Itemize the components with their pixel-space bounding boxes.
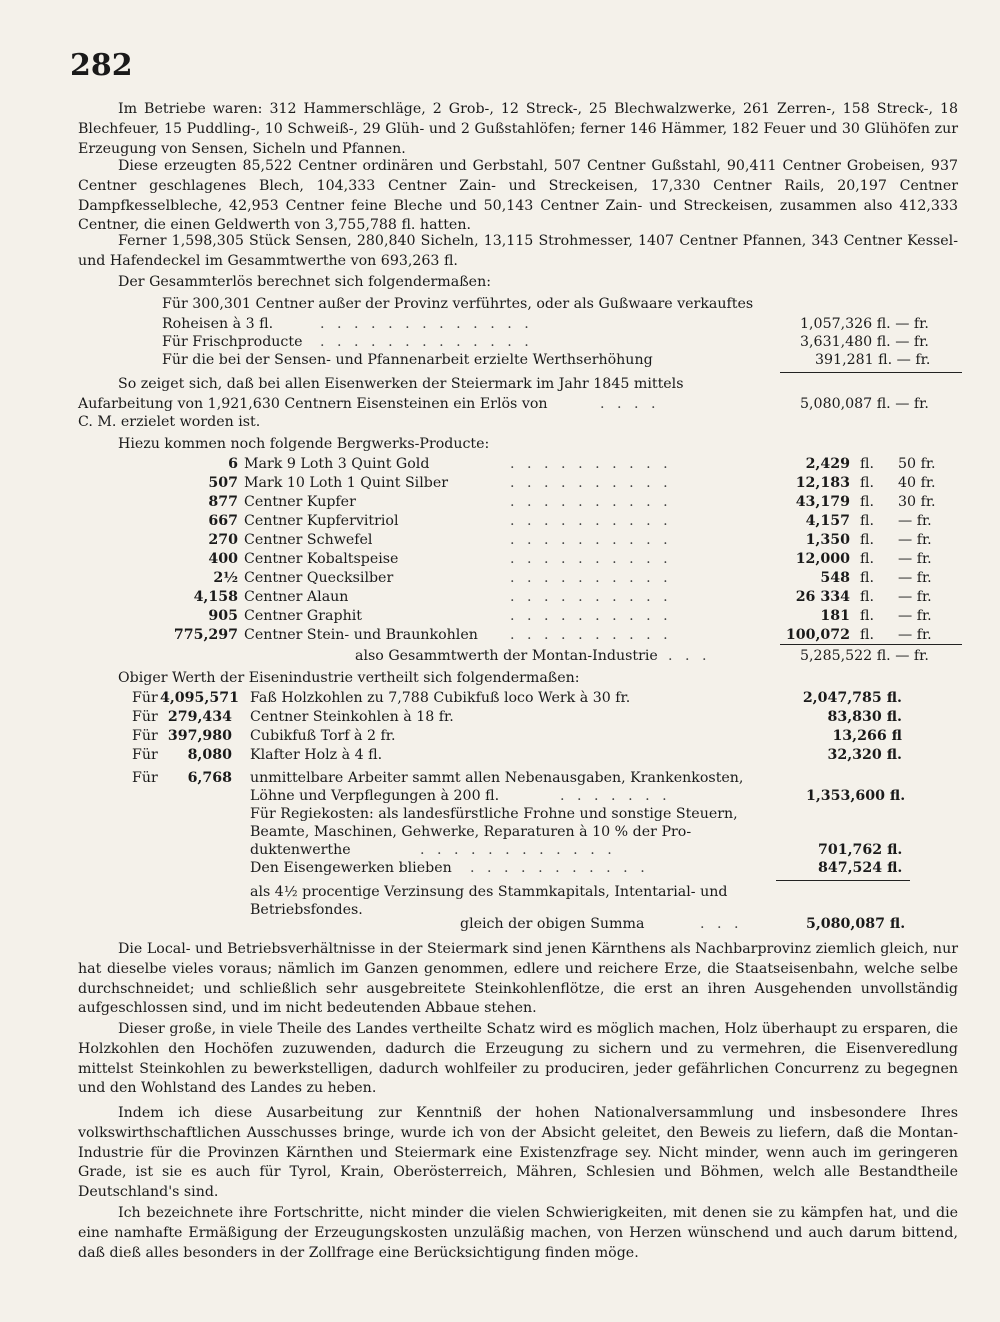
- dot-leader: . . . . . . . . . .: [510, 608, 672, 624]
- dot-leader: . . . . . . . . . . .: [470, 860, 649, 876]
- erloes-summary-2: Aufarbeitung von 1,921,630 Centnern Eisensteinen ein Erlös von: [78, 396, 548, 412]
- regie-line-3: duktenwerthe: [250, 842, 351, 858]
- table-row: [150, 570, 960, 590]
- quantity: 397,980: [167, 728, 232, 744]
- kreuzer: — fr.: [898, 551, 932, 567]
- kreuzer: — fr.: [898, 532, 932, 548]
- item-label: Klafter Holz à 4 fl.: [250, 747, 383, 763]
- dot-leader: . . .: [668, 648, 711, 664]
- quantity: 775,297: [173, 627, 238, 643]
- table-row: [150, 551, 960, 571]
- value: 32,320 fl.: [827, 747, 902, 763]
- dot-leader: . . .: [700, 916, 743, 932]
- quantity: 8,080: [187, 747, 232, 763]
- regie-line-2: Beamte, Maschinen, Gehwerke, Reparaturen à 10 % der Pro-: [250, 824, 692, 840]
- item-label: Cubikfuß Torf à 2 fr.: [250, 728, 396, 744]
- paragraph-erzeugung: Diese erzeugten 85,522 Centner ordinären und Gerbstahl, 507 Centner Gußstahl, 90,411 Centner Grobeisen, 937 Centner geschlagenes Blech, 104,333 Centner Zain- und Streckeisen, 17,330 Centner Rails, 20,197 Centner Dampfkesselbleche, 42,953 Centner feine Bleche und 50,143 Centner Zain- und Streckeisen, zusammen also 412,333 Centner, die einen Geldwerth von 3,755,788 fl. hatten.: [78, 158, 958, 234]
- erloes-line-2: Für Frischproducte: [162, 334, 303, 350]
- currency-unit: fl.: [860, 475, 874, 491]
- kreuzer: 50 fr.: [898, 456, 936, 472]
- value: 181: [820, 608, 850, 624]
- quantity: 6: [228, 456, 238, 472]
- bergwerk-total-label: also Gesammtwerth der Montan-Industrie: [355, 648, 658, 664]
- quantity: 507: [208, 475, 238, 491]
- currency-unit: fl.: [860, 608, 874, 624]
- arbeiter-fuer: Für: [132, 770, 158, 786]
- fuer-label: Für: [132, 709, 158, 725]
- bergwerk-total-value: 5,285,522 fl. — fr.: [800, 648, 929, 664]
- erloes-summary-1: So zeiget sich, daß bei allen Eisenwerken der Steiermark im Jahr 1845 mittels: [118, 376, 684, 392]
- erloes-value-3: 391,281 fl. — fr.: [815, 352, 931, 368]
- gewerken-label: Den Eisengewerken blieben: [250, 860, 452, 876]
- value: 26 334: [795, 589, 850, 605]
- table-row: [150, 494, 960, 514]
- currency-unit: fl.: [860, 627, 874, 643]
- currency-unit: fl.: [860, 589, 874, 605]
- dot-leader: . . . . . . . . . .: [510, 494, 672, 510]
- item-label: Centner Alaun: [244, 589, 349, 605]
- erloes-summary-value: 5,080,087 fl. — fr.: [800, 396, 929, 412]
- arbeiter-line-2: Löhne und Verpflegungen à 200 fl.: [250, 788, 500, 804]
- paragraph-ausarbeitung: Indem ich diese Ausarbeitung zur Kenntniß der hohen Nationalversammlung und insbesondere Ihres volkswirthschaftlichen Ausschusses bringe, wurde ich von der Absicht geleitet, den Beweis zu liefern, daß die Montan-Industrie für die Provinzen Kärnthen und Steiermark eine Existenzfrage sey. Nicht minder, wenn auch im geringeren Grade, ist sie es auch für Tyrol, Krain, Oberösterreich, Mähren, Schlesien und Böhmen, welch alle Bestandtheile Deutschland's sind.: [78, 1105, 958, 1201]
- regie-line-1: Für Regiekosten: als landesfürstliche Frohne und sonstige Steuern,: [250, 806, 738, 822]
- sum-rule: [780, 644, 962, 645]
- quantity: 400: [208, 551, 238, 567]
- dot-leader: . . . . . . . . . . . . .: [320, 334, 533, 350]
- table-row: [132, 728, 932, 748]
- kreuzer: — fr.: [898, 513, 932, 529]
- value: 2,047,785 fl.: [802, 690, 902, 706]
- table-row: [150, 589, 960, 609]
- item-label: Centner Kupfer: [244, 494, 356, 510]
- item-label: Centner Quecksilber: [244, 570, 394, 586]
- sum-rule: [780, 372, 962, 373]
- value: 2,429: [805, 456, 850, 472]
- item-label: Centner Steinkohlen à 18 fr.: [250, 709, 454, 725]
- dot-leader: . . . . . . . . . .: [510, 570, 672, 586]
- value: 548: [820, 570, 850, 586]
- table-row: [132, 709, 932, 729]
- quantity: 270: [208, 532, 238, 548]
- dot-leader: . . . . . . . . . .: [510, 532, 672, 548]
- paragraph-verhaeltnisse: Die Local- und Betriebsverhältnisse in der Steiermark sind jenen Kärnthens als Nachbarprovinz ziemlich gleich, nur hat dieselbe vieles voraus; nämlich im Ganzen genommen, edlere und reichere Erze, die Staatseisenbahn, welche selbe durchschneidet; und schließlich sehr ausgebreitete Steinkohlenflötze, die erst an ihren Ausgehenden unvollständig aufgeschlossen sind, und im nicht bedeutenden Abbaue stehen.: [78, 941, 958, 1017]
- erloes-value-1: 1,057,326 fl. — fr.: [800, 316, 929, 332]
- paragraph-gesammterloes: Der Gesammterlös berechnet sich folgendermaßen:: [118, 274, 491, 290]
- dot-leader: . . . . . . . . . .: [510, 627, 672, 643]
- value: 12,183: [795, 475, 850, 491]
- vertheilung-intro: Obiger Werth der Eisenindustrie vertheilt sich folgendermaßen:: [118, 670, 580, 686]
- item-label: Centner Kobaltspeise: [244, 551, 399, 567]
- quantity: 667: [208, 513, 238, 529]
- dot-leader: . . . .: [600, 396, 660, 412]
- regie-value: 701,762 fl.: [818, 842, 903, 858]
- kreuzer: — fr.: [898, 608, 932, 624]
- value: 1,350: [805, 532, 850, 548]
- item-label: Centner Stein- und Braunkohlen: [244, 627, 478, 643]
- currency-unit: fl.: [860, 570, 874, 586]
- item-label: Centner Graphit: [244, 608, 362, 624]
- dot-leader: . . . . . . . . . . . . .: [320, 316, 533, 332]
- table-row: [150, 513, 960, 533]
- item-label: Faß Holzkohlen zu 7,788 Cubikfuß loco Werk à 30 fr.: [250, 690, 631, 706]
- table-row: [150, 456, 960, 476]
- kreuzer: — fr.: [898, 570, 932, 586]
- arbeiter-line-1: unmittelbare Arbeiter sammt allen Nebenausgaben, Krankenkosten,: [250, 770, 744, 786]
- table-row: [132, 690, 932, 710]
- value: 13,266 fl: [832, 728, 902, 744]
- kreuzer: 30 fr.: [898, 494, 936, 510]
- erloes-summary-3: C. M. erzielet worden ist.: [78, 414, 261, 430]
- table-row: [150, 475, 960, 495]
- table-row: [132, 747, 932, 767]
- currency-unit: fl.: [860, 532, 874, 548]
- sum-rule: [776, 880, 910, 881]
- item-label: Mark 10 Loth 1 Quint Silber: [244, 475, 448, 491]
- erloes-value-2: 3,631,480 fl. — fr.: [800, 334, 929, 350]
- currency-unit: fl.: [860, 551, 874, 567]
- kreuzer: — fr.: [898, 627, 932, 643]
- dot-leader: . . . . . . . . . .: [510, 475, 672, 491]
- value: 43,179: [795, 494, 850, 510]
- kreuzer: — fr.: [898, 589, 932, 605]
- fuer-label: Für: [132, 747, 158, 763]
- item-label: Mark 9 Loth 3 Quint Gold: [244, 456, 430, 472]
- arbeiter-value: 1,353,600 fl.: [806, 788, 906, 804]
- currency-unit: fl.: [860, 494, 874, 510]
- quantity: 2½: [213, 570, 238, 586]
- gleich-label: gleich der obigen Summa: [460, 916, 645, 932]
- bergwerk-intro: Hiezu kommen noch folgende Bergwerks-Producte:: [118, 436, 490, 452]
- gewerken-value: 847,524 fl.: [818, 860, 903, 876]
- paragraph-betrieb: Im Betriebe waren: 312 Hammerschläge, 2 Grob-, 12 Streck-, 25 Blechwalzwerke, 261 Zerren-, 158 Streck-, 18 Blechfeuer, 15 Puddling-, 10 Schweiß-, 29 Glüh- und 2 Gußstahlöfen; ferner 146 Hämmer, 182 Feuer und 30 Glühöfen zur Erzeugung von Sensen, Sicheln und Pfannen.: [78, 101, 958, 157]
- currency-unit: fl.: [860, 513, 874, 529]
- table-row: [150, 532, 960, 552]
- paragraph-fortschritte: Ich bezeichnete ihre Fortschritte, nicht minder die vielen Schwierigkeiten, mit denen sie zu kämpfen hat, und die eine namhafte Ermäßigung der Erzeugungskosten unzuläßig machen, von Herzen wünschend und auch darum bittend, daß dieß alles besonders in der Zollfrage eine Berücksichtigung finden möge.: [78, 1205, 958, 1261]
- dot-leader: . . . . . . . . . .: [510, 589, 672, 605]
- quantity: 4,158: [193, 589, 238, 605]
- item-label: Centner Schwefel: [244, 532, 373, 548]
- kreuzer: 40 fr.: [898, 475, 936, 491]
- dot-leader: . . . . . . . . . .: [510, 551, 672, 567]
- page-number: 282: [70, 48, 133, 83]
- verzinsung-line-2: Betriebsfondes.: [250, 902, 363, 918]
- currency-unit: fl.: [860, 456, 874, 472]
- erloes-line-1b: Roheisen à 3 fl.: [162, 316, 274, 332]
- table-row: [150, 608, 960, 628]
- erloes-line-1a: Für 300,301 Centner außer der Provinz verführtes, oder als Gußwaare verkauftes: [162, 296, 754, 312]
- paragraph-schatz: Dieser große, in viele Theile des Landes vertheilte Schatz wird es möglich machen, Holz überhaupt zu ersparen, die Holzkohlen den Hochöfen zuzuwenden, dadurch die Erzeugung zu sichern und zu vermehren, die Eisenveredlung mittelst Steinkohlen zu bewerkstelligen, dadurch wohlfeiler zu produciren, jeder gefährlichen Concurrenz zu begegnen und den Wohlstand des Landes zu heben.: [78, 1021, 958, 1097]
- dot-leader: . . . . . . . . . . . .: [420, 842, 616, 858]
- gleich-value: 5,080,087 fl.: [806, 916, 906, 932]
- dot-leader: . . . . . . . . . .: [510, 456, 672, 472]
- dot-leader: . . . . . . . . . .: [510, 513, 672, 529]
- value: 100,072: [785, 627, 850, 643]
- value: 4,157: [805, 513, 850, 529]
- item-label: Centner Kupfervitriol: [244, 513, 399, 529]
- quantity: 279,434: [167, 709, 232, 725]
- value: 12,000: [795, 551, 850, 567]
- quantity: 905: [208, 608, 238, 624]
- dot-leader: . . . . . . .: [560, 788, 671, 804]
- value: 83,830 fl.: [827, 709, 902, 725]
- paragraph-sensen: Ferner 1,598,305 Stück Sensen, 280,840 Sicheln, 13,115 Strohmesser, 1407 Centner Pfannen, 343 Centner Kessel- und Hafendeckel im Gesammtwerthe von 693,263 fl.: [78, 233, 958, 269]
- quantity: 877: [208, 494, 238, 510]
- erloes-line-3: Für die bei der Sensen- und Pfannenarbeit erzielte Werthserhöhung: [162, 352, 653, 368]
- fuer-label: Für: [132, 690, 158, 706]
- fuer-label: Für: [132, 728, 158, 744]
- quantity: 4,095,571: [160, 690, 239, 706]
- arbeiter-quantity: 6,768: [187, 770, 232, 786]
- verzinsung-line-1: als 4½ procentige Verzinsung des Stammkapitals, Intentarial- und: [250, 884, 728, 900]
